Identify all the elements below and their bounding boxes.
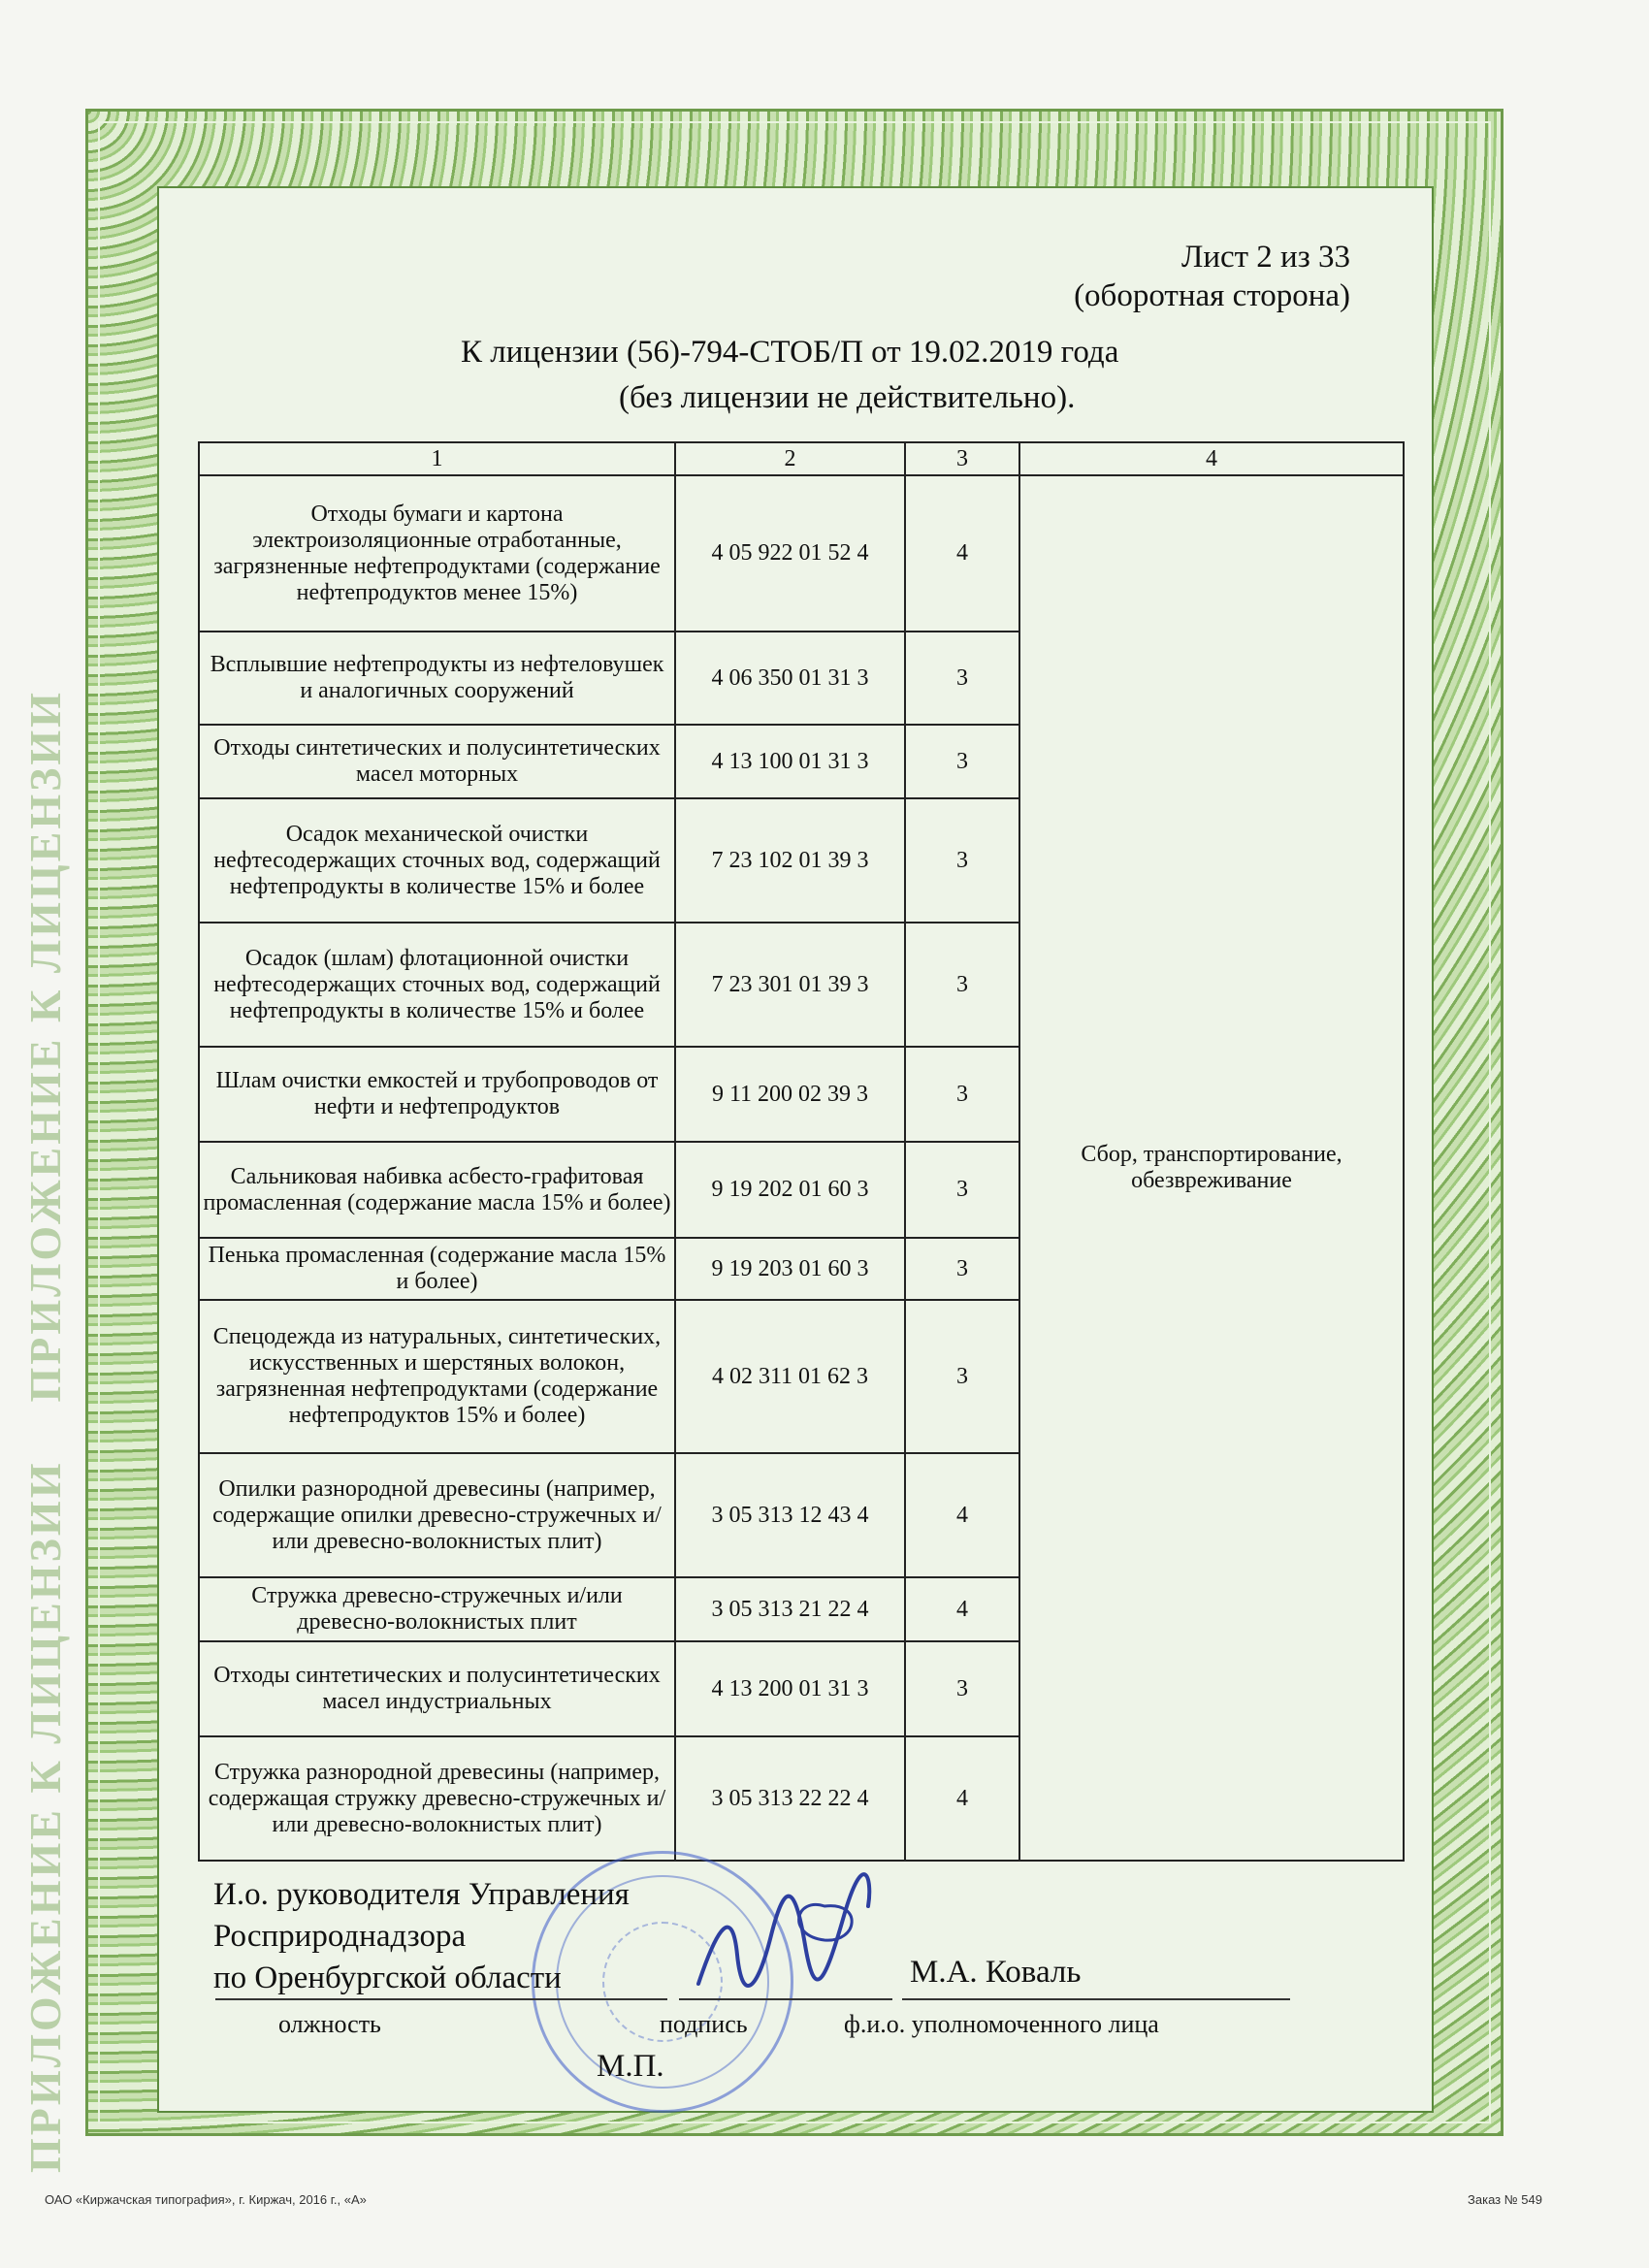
waste-name: Опилки разнородной древесины (например, содержащие опилки древесно-стружечных и/или древесно-волокнистых плит) bbox=[199, 1453, 675, 1577]
name-line bbox=[902, 1998, 1290, 2000]
activity-type: Сбор, транспортирование, обезвреживание bbox=[1019, 475, 1404, 1861]
position-line bbox=[215, 1998, 667, 2000]
waste-code: 4 06 350 01 31 3 bbox=[675, 632, 905, 725]
seal-place: М.П. bbox=[597, 2049, 664, 2084]
hazard-class: 4 bbox=[905, 1736, 1019, 1861]
waste-name: Шлам очистки емкостей и трубопроводов от нефти и нефтепродуктов bbox=[199, 1047, 675, 1142]
waste-code: 7 23 301 01 39 3 bbox=[675, 923, 905, 1047]
waste-name: Отходы бумаги и картона электроизоляционные отработанные, загрязненные нефтепродуктами (содержание нефтепродуктов менее 15%) bbox=[199, 475, 675, 632]
license-reference: К лицензии (56)-794-СТОБ/П от 19.02.2019 года bbox=[461, 335, 1119, 370]
column-header: 1 bbox=[199, 442, 675, 475]
hazard-class: 3 bbox=[905, 632, 1019, 725]
signer-title-line1: И.о. руководителя Управления bbox=[213, 1877, 630, 1912]
hazard-class: 3 bbox=[905, 798, 1019, 923]
waste-name: Стружка древесно-стружечных и/или древесно-волокнистых плит bbox=[199, 1577, 675, 1641]
waste-code: 9 11 200 02 39 3 bbox=[675, 1047, 905, 1142]
side-banner bbox=[19, 136, 78, 2173]
position-caption: олжность bbox=[278, 2010, 381, 2038]
waste-table bbox=[198, 441, 1405, 1862]
side-banner-text-2: ПРИЛОЖЕНИЕ К ЛИЦЕНЗИИ bbox=[20, 690, 70, 1403]
waste-name: Осадок (шлам) флотационной очистки нефтесодержащих сточных вод, содержащий нефтепродукты в количестве 15% и более bbox=[199, 923, 675, 1047]
signature-caption: подпись bbox=[660, 2010, 748, 2038]
signer-name: М.А. Коваль bbox=[910, 1955, 1082, 1990]
waste-name: Всплывшие нефтепродукты из нефтеловушек и аналогичных сооружений bbox=[199, 632, 675, 725]
waste-name: Осадок механической очистки нефтесодержащих сточных вод, содержащий нефтепродукты в количестве 15% и более bbox=[199, 798, 675, 923]
name-caption: ф.и.о. уполномоченного лица bbox=[844, 2010, 1159, 2038]
hazard-class: 4 bbox=[905, 1453, 1019, 1577]
waste-name: Стружка разнородной древесины (например, содержащая стружку древесно-стружечных и/или древесно-волокнистых плит) bbox=[199, 1736, 675, 1861]
waste-code: 3 05 313 12 43 4 bbox=[675, 1453, 905, 1577]
hazard-class: 4 bbox=[905, 475, 1019, 632]
hazard-class: 3 bbox=[905, 1641, 1019, 1736]
hazard-class: 3 bbox=[905, 725, 1019, 798]
sheet-number: Лист 2 из 33 bbox=[1180, 240, 1350, 275]
side-banner-text-1: ПРИЛОЖЕНИЕ К ЛИЦЕНЗИИ bbox=[20, 1460, 70, 2173]
hazard-class: 3 bbox=[905, 923, 1019, 1047]
waste-name: Сальниковая набивка асбесто-графитовая промасленная (содержание масла 15% и более) bbox=[199, 1142, 675, 1238]
waste-code: 7 23 102 01 39 3 bbox=[675, 798, 905, 923]
column-header: 3 bbox=[905, 442, 1019, 475]
validity-note: (без лицензии не действительно). bbox=[619, 380, 1076, 415]
order-number: Заказ № 549 bbox=[1468, 2192, 1542, 2207]
table-row bbox=[199, 475, 1404, 632]
waste-name: Отходы синтетических и полусинтетических масел моторных bbox=[199, 725, 675, 798]
waste-name: Пенька промасленная (содержание масла 15% и более) bbox=[199, 1238, 675, 1300]
hazard-class: 3 bbox=[905, 1142, 1019, 1238]
waste-code: 4 02 311 01 62 3 bbox=[675, 1300, 905, 1453]
handwritten-signature bbox=[679, 1867, 892, 2003]
signer-title-line2: Росприроднадзора bbox=[213, 1919, 467, 1954]
waste-name: Отходы синтетических и полусинтетических масел индустриальных bbox=[199, 1641, 675, 1736]
hazard-class: 4 bbox=[905, 1577, 1019, 1641]
waste-name: Спецодежда из натуральных, синтетических, искусственных и шерстяных волокон, загрязненная нефтепродуктами (содержание нефтепродуктов 15% и более) bbox=[199, 1300, 675, 1453]
hazard-class: 3 bbox=[905, 1238, 1019, 1300]
waste-code: 9 19 202 01 60 3 bbox=[675, 1142, 905, 1238]
signature-line bbox=[679, 1998, 892, 2000]
printer-imprint: ОАО «Киржачская типография», г. Киржач, 2016 г., «А» bbox=[45, 2192, 367, 2207]
hazard-class: 3 bbox=[905, 1047, 1019, 1142]
column-header: 2 bbox=[675, 442, 905, 475]
waste-code: 4 13 100 01 31 3 bbox=[675, 725, 905, 798]
waste-code: 3 05 313 21 22 4 bbox=[675, 1577, 905, 1641]
sheet-side: (оборотная сторона) bbox=[1074, 278, 1350, 313]
waste-code: 4 05 922 01 52 4 bbox=[675, 475, 905, 632]
signer-title-line3: по Оренбургской области bbox=[213, 1960, 562, 1995]
waste-code: 3 05 313 22 22 4 bbox=[675, 1736, 905, 1861]
column-header: 4 bbox=[1019, 442, 1404, 475]
hazard-class: 3 bbox=[905, 1300, 1019, 1453]
waste-code: 4 13 200 01 31 3 bbox=[675, 1641, 905, 1736]
table-header-row bbox=[199, 442, 1404, 475]
waste-code: 9 19 203 01 60 3 bbox=[675, 1238, 905, 1300]
